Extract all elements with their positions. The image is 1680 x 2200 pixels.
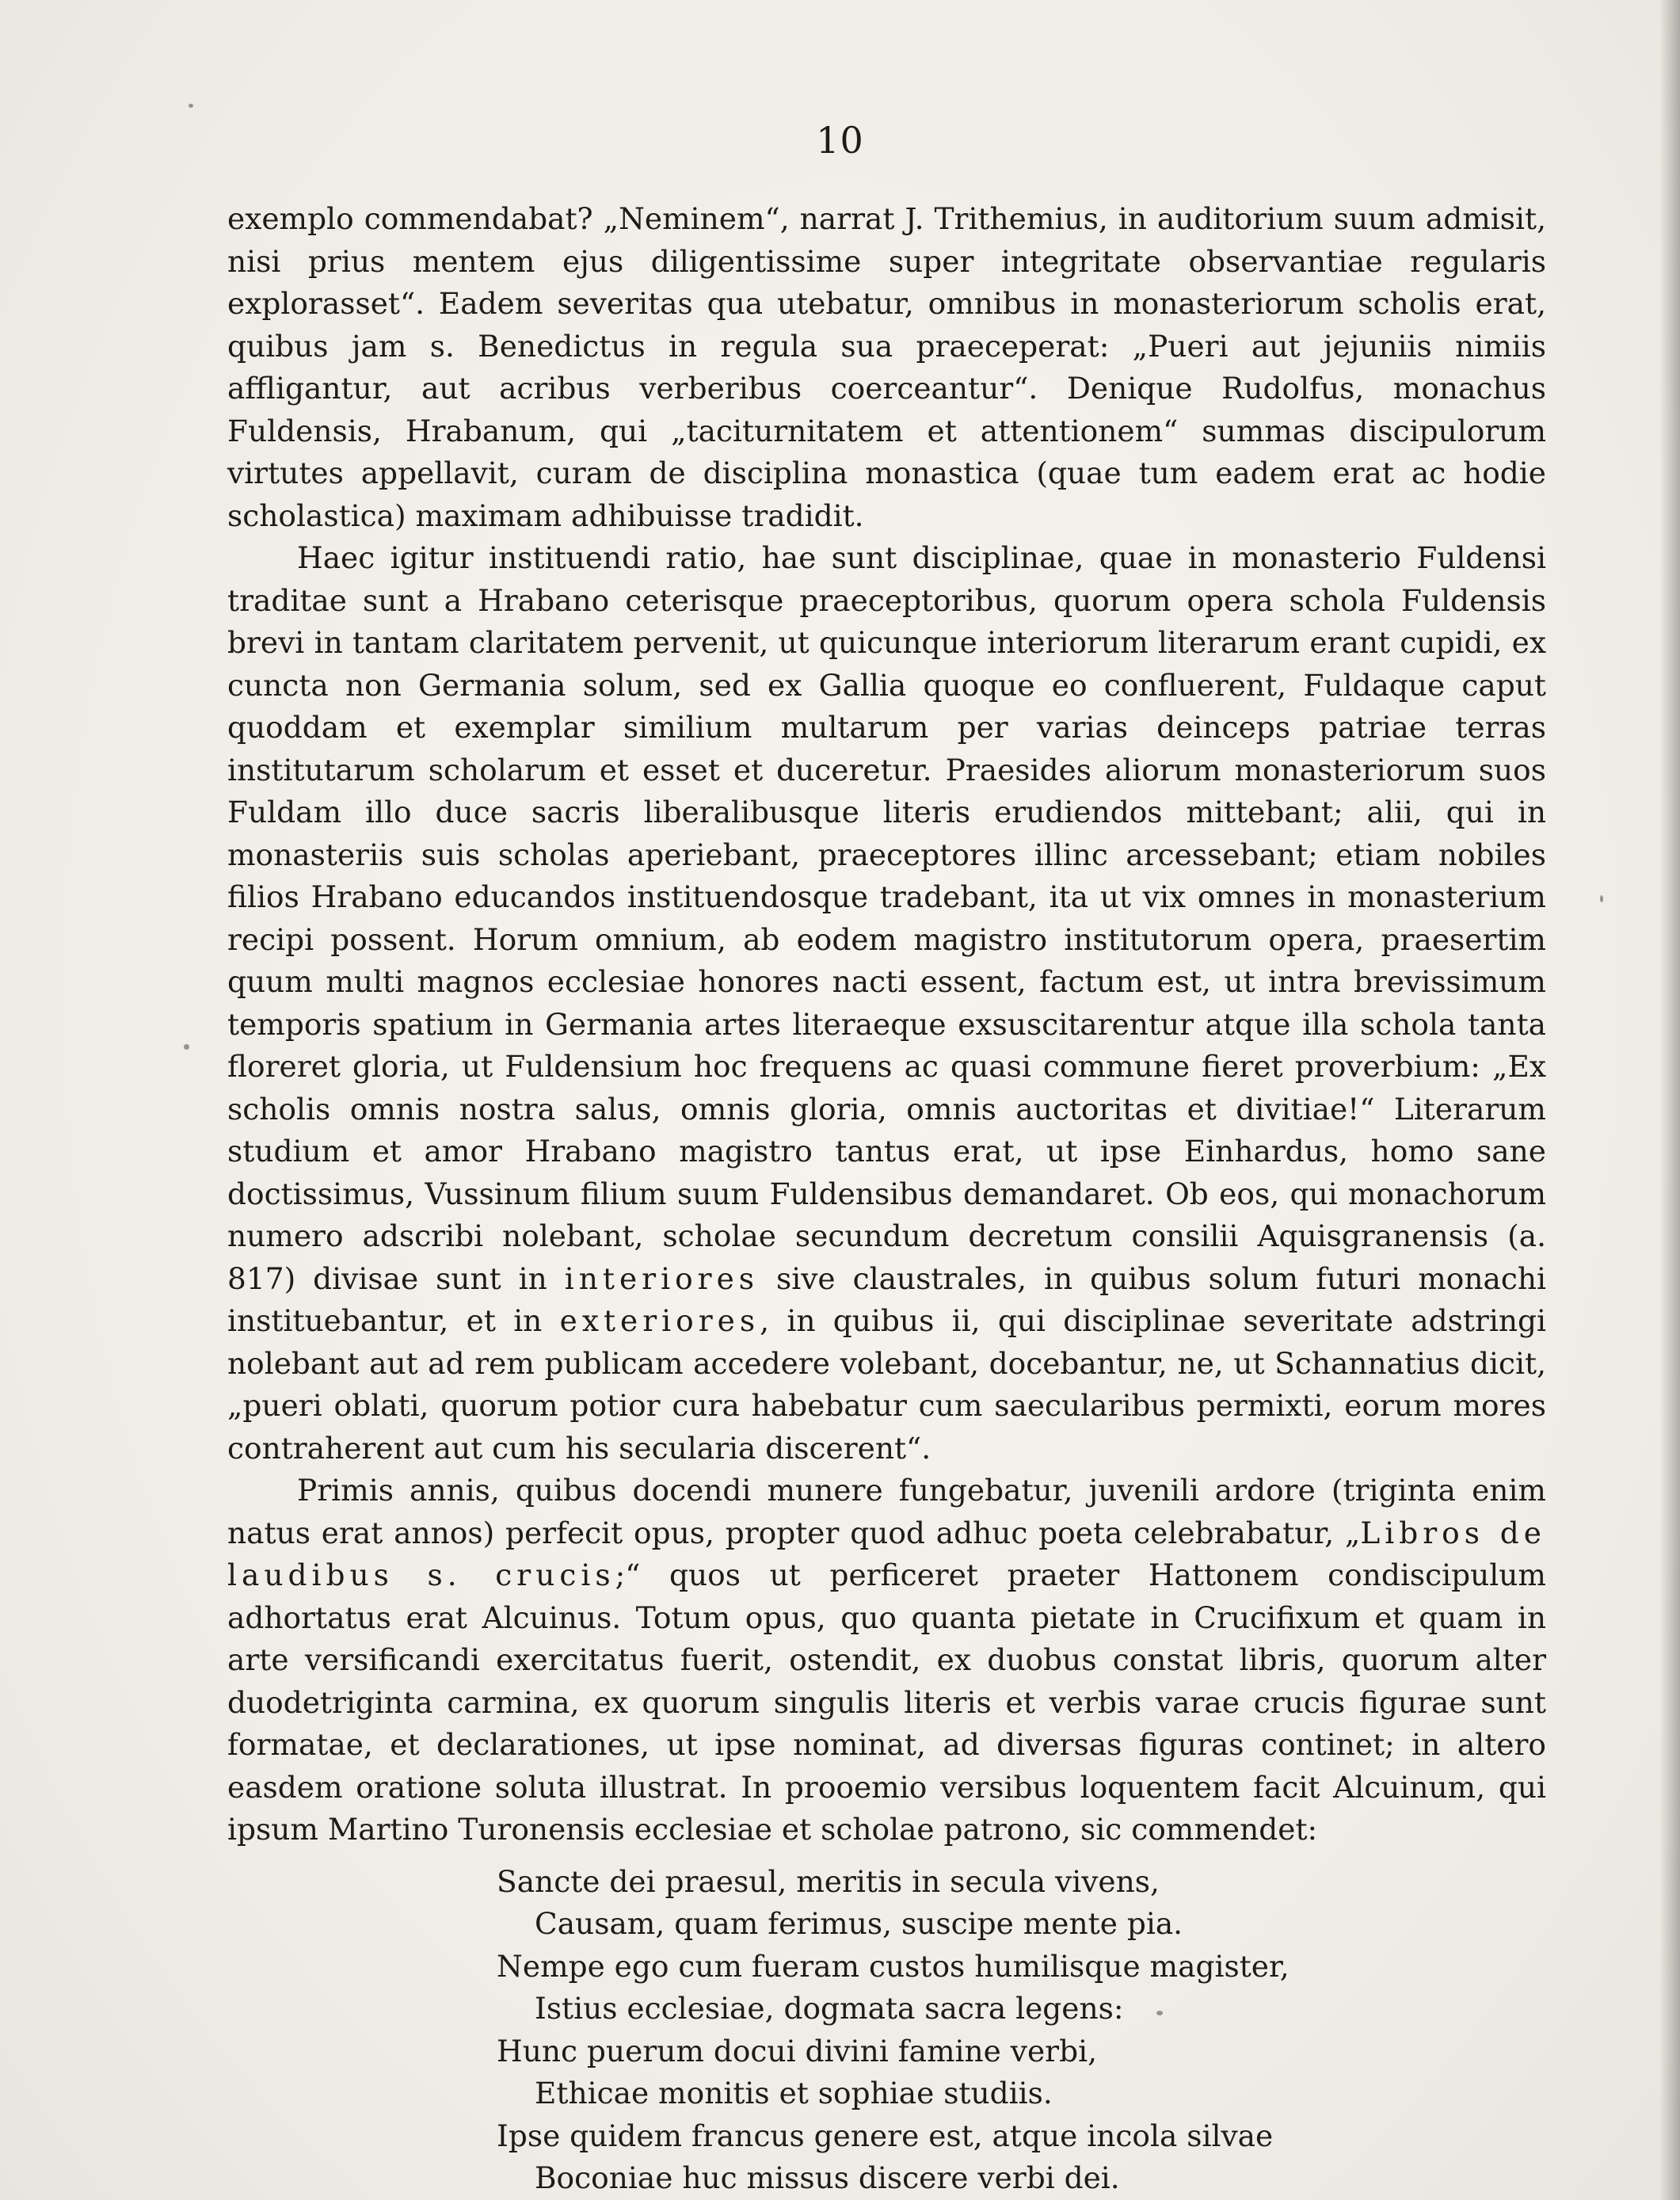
spaced-term-interiores: interiores [564,1260,760,1296]
scan-speck [1600,895,1603,902]
verse-line: Nempe ego cum fueram custos humilisque magister, [497,1948,1290,1984]
verse-line: Causam, quam ferimus, suscipe mente pia. [535,1906,1183,1941]
verse-quotation [227,1861,1546,2200]
paragraph-2 [227,537,1546,1470]
paragraph-2-segment-3: sive claustrales, in quibus solum futuri monachi instituebantur, et in [227,1260,1546,1338]
verse-line: Ethicae monitis et sophiae studiis. [535,2076,1053,2110]
paragraph-3-segment-1: Primis annis, quibus docendi munere fungebatur, juvenili ardore (triginta enim natus erat annos) perfecit opus, propter quod adhuc poeta celebrabatur, „ [227,1473,1546,1550]
spaced-term-exteriores: exteriores [559,1303,760,1338]
page-edge-shadow [1659,0,1680,2200]
scan-speck [189,104,193,108]
verse-line: Ipse quidem francus genere est, atque incola silvae [497,2118,1274,2153]
verse-line: Hunc puerum docui divini famine verbi, [497,2033,1098,2068]
verse-line: Sancte dei praesul, meritis in secula vivens, [497,1863,1160,1899]
paragraph-1 [227,198,1546,537]
page-number: 10 [816,119,864,162]
verse-line: Boconiae huc missus discere verbi dei. [535,2160,1120,2195]
verse-line: Istius ecclesiae, dogmata sacra legens: [535,1991,1124,2026]
scan-speck [184,1044,189,1050]
paragraph-2-segment-5: , in quibus ii, qui disciplinae severitate adstringi nolebant aut ad rem publicam accedere volebant, docebantur, ne, ut Schannatius dicit, „pueri oblati, quorum potior cura habebatur cum saecularibus permixti, eorum mores contraherent aut cum his secularia discerent“. [227,1303,1546,1466]
body-text [227,198,1546,2200]
spaced-title-libros-de-laudibus: Libros de laudibus s. crucis [227,1515,1546,1592]
scan-speck [1156,2011,1163,2015]
paragraph-3 [227,1470,1546,1851]
paragraph-3-segment-3: ;“ quos ut perficeret praeter Hattonem condiscipulum adhortatus erat Alcuinus. Totum opus, quo quanta pietate in Crucifixum et quam in arte versificandi exercitatus fuerit, ostendit, ex duobus constat libris, quorum alter duodetriginta carmina, ex quorum singulis literis et verbis varae crucis figurae sunt formatae, et declarationes, ut ipse nominat, ad diversas figuras continet; in altero easdem oratione soluta illustrat. In prooemio versibus loquentem facit Alcuinum, qui ipsum Martino Turonensis ecclesiae et scholae patrono, sic commendet: [227,1558,1546,1847]
paragraph-2-segment-1: Haec igitur instituendi ratio, hae sunt disciplinae, quae in monasterio Fuldensi traditae sunt a Hrabano ceterisque praeceptoribus, quorum opera schola Fuldensis brevi in tantam claritatem pervenit, ut quicunque interiorum literarum erant cupidi, ex cuncta non Germania solum, sed ex Gallia quoque eo confluerent, Fuldaque caput quoddam et exemplar similium multarum per varias deinceps patriae terras institutarum scholarum et esset et duceretur. Praesides aliorum monasteriorum suos Fuldam illo duce sacris liberalibusque literis erudiendos mittebant; alii, qui in monasteriis suis scholas aperiebant, praeceptores illinc arcessebant; etiam nobiles filios Hrabano educandos instituendosque tradebant, ita ut vix omnes in monasterium recipi possent. Horum omnium, ab eodem magistro institutorum opera, praesertim quum multi magnos ecclesiae honores nacti essent, factum est, ut intra brevissimum temporis spatium in Germania artes literaeque exsuscitarentur atque illa schola tanta floreret gloria, ut Fuldensium hoc frequens ac quasi commune fieret proverbium: „Ex scholis omnis nostra salus, omnis gloria, omnis auctoritas et divitiae!“ Literarum studium et amor Hrabano magistro tantus erat, ut ipse Einhardus, homo sane doctissimus, Vussinum filium suum Fuldensibus demandaret. Ob eos, qui monachorum numero adscribi nolebant, scholae secundum decretum consilii Aquisgranensis (a. 817) divisae sunt in [227,540,1546,1296]
paragraph-1-segment-1: exemplo commendabat? „Neminem“, narrat J. Trithemius, in auditorium suum admisit, nisi prius mentem ejus diligentissime super integritate observantiae regularis explorasset“. Eadem severitas qua utebatur, omnibus in monasteriorum scholis erat, quibus jam s. Benedictus in regula sua praeceperat: „Pueri aut jejuniis nimiis affligantur, aut acribus verberibus coerceantur“. Denique Rudolfus, monachus Fuldensis, Hrabanum, qui „taciturnitatem et attentionem“ summas discipulorum virtutes appellavit, curam de disciplina monastica (quae tum eadem erat ac hodie scholastica) maximam adhibuisse tradidit. [227,201,1546,533]
